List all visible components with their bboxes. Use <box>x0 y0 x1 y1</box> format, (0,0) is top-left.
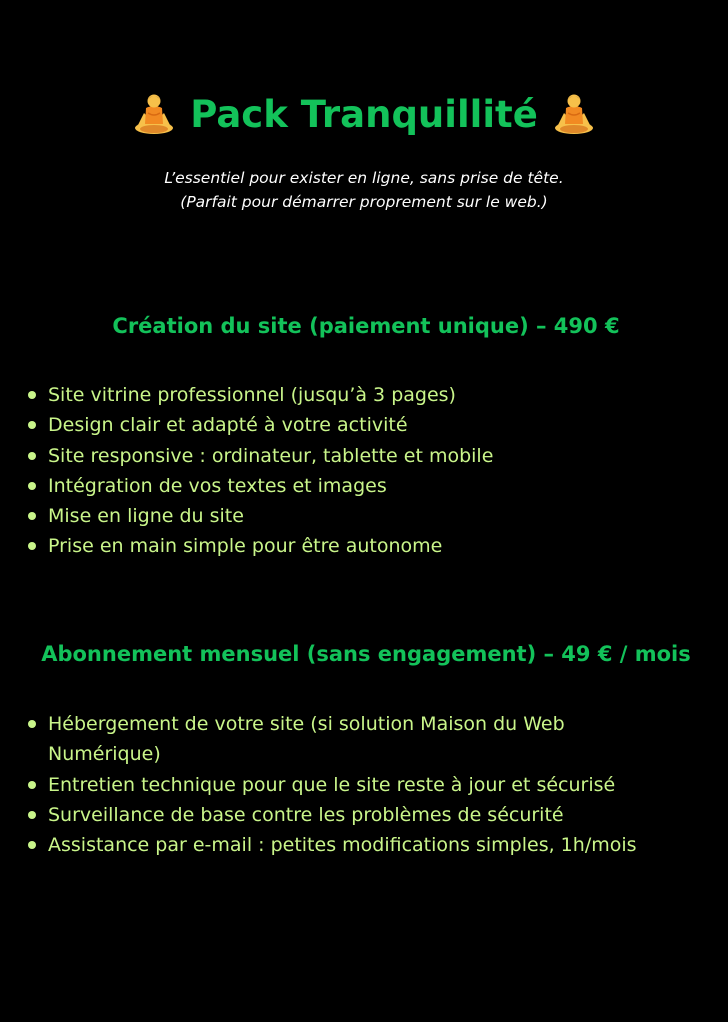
list-item <box>28 709 638 770</box>
creation-heading: Création du site (paiement unique) – 490 € <box>112 314 620 338</box>
list-item-text: Hébergement de votre site (si solution Maison du Web Numérique) <box>48 713 565 766</box>
list-item-text: Entretien technique pour que le site reste à jour et sécurisé <box>48 773 616 796</box>
bullet-icon <box>28 841 36 849</box>
page-title: Pack Tranquillité <box>190 93 538 136</box>
bullet-icon <box>28 811 36 819</box>
subscription-heading: Abonnement mensuel (sans engagement) – 49 € / mois <box>41 642 691 666</box>
subtitle-line: (Parfait pour démarrer proprement sur le web.) <box>180 193 548 211</box>
list-item <box>28 531 718 561</box>
subtitle-line: L’essentiel pour exister en ligne, sans prise de tête. <box>164 169 564 187</box>
bullet-icon <box>28 542 36 550</box>
list-item-text: Design clair et adapté à votre activité <box>48 414 408 437</box>
person-in-lotus-position-icon <box>552 91 596 135</box>
person-in-lotus-position-icon <box>132 91 176 135</box>
bullet-icon <box>28 512 36 520</box>
list-item <box>28 441 718 471</box>
subscription-feature-list <box>28 709 718 860</box>
bullet-icon <box>28 482 36 490</box>
list-item-text: Site responsive : ordinateur, tablette et mobile <box>48 444 494 467</box>
list-item <box>28 800 718 830</box>
bullet-icon <box>28 421 36 429</box>
list-item-text: Intégration de vos textes et images <box>48 474 387 497</box>
list-item-text: Mise en ligne du site <box>48 505 244 528</box>
list-item <box>28 471 718 501</box>
subtitle <box>0 166 728 214</box>
list-item-text: Site vitrine professionnel (jusqu’à 3 pages) <box>48 384 456 406</box>
list-item <box>28 410 718 440</box>
bullet-icon <box>28 781 36 789</box>
list-item <box>28 501 718 531</box>
creation-feature-list <box>28 380 718 562</box>
page-title-row <box>0 92 728 139</box>
list-item <box>28 770 718 800</box>
bullet-icon <box>28 391 36 399</box>
bullet-icon <box>28 720 36 728</box>
bullet-icon <box>28 452 36 460</box>
list-item-text: Prise en main simple pour être autonome <box>48 535 443 558</box>
list-item-text: Assistance par e-mail : petites modifications simples, 1h/mois <box>48 834 637 857</box>
list-item-text: Surveillance de base contre les problèmes de sécurité <box>48 803 564 826</box>
list-item <box>28 830 718 860</box>
list-item <box>28 380 718 410</box>
